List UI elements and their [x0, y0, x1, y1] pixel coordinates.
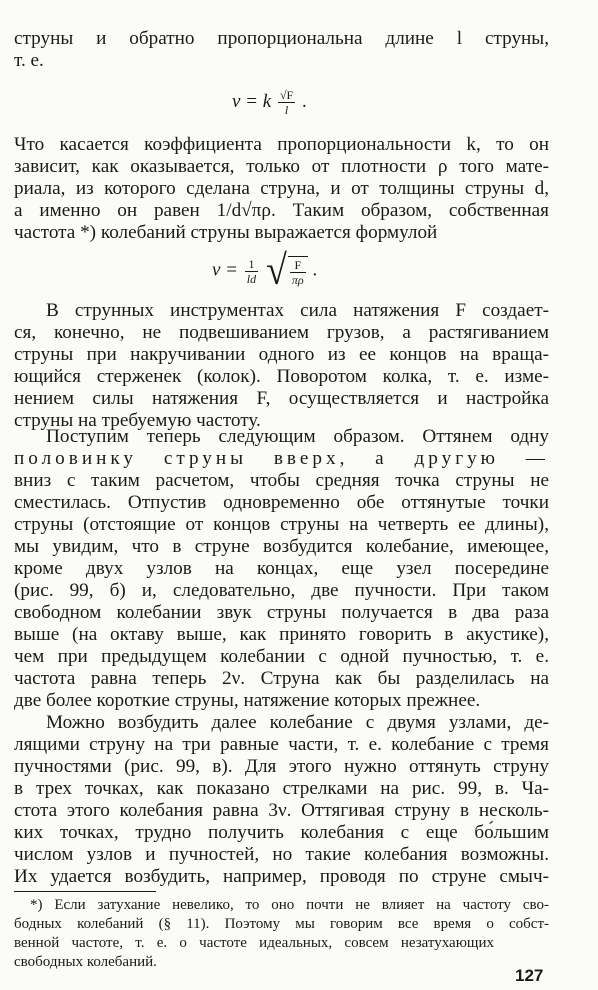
formula-numerator: √F [279, 88, 294, 102]
text-line: числом узлов и пучностей, но такие колебания возможны. [14, 844, 549, 865]
footnote-line: *) Если затухание невелико, то оно почти не влияет на частоту сво- [30, 897, 549, 913]
formula-period: . [312, 259, 318, 281]
formula-frequency-k [232, 88, 307, 117]
text-line: сместилась. Отпустив одновременно обе оттянутые точки [14, 492, 549, 513]
formula-frequency-full [212, 250, 317, 292]
text-line: Их удается возбудить, например, проводя по струне смыч- [14, 866, 549, 887]
footnote-line: свободных колебаний. [14, 954, 157, 970]
text-line: ющийся стерженек (колок). Поворотом колка, т. е. изме- [14, 366, 549, 387]
text-line: Поступим теперь следующим образом. Оттянем одну [46, 426, 549, 447]
text-line: мы увидим, что в струне возбудится колебание, имеющее, [14, 536, 549, 557]
text-line: т. е. [14, 50, 44, 71]
text-line: зависит, как оказывается, только от плотности ρ того мате- [14, 156, 549, 177]
text-line: струны на требуемую частоту. [14, 410, 261, 431]
text-line: вниз с таким расчетом, чтобы средняя точка струны не [14, 470, 549, 491]
footnote-line: бодных колебаний (§ 11). Поэтому мы говорим все время о собст- [14, 916, 549, 932]
text-line: чем при предыдущем колебании с одной пучностью, т. е. [14, 646, 549, 667]
text-line: струны (отстоящие от концов струны на четверть ее длины), [14, 514, 549, 535]
text-line: риала, из которого сделана струна, и от толщины струны d, [14, 178, 549, 199]
formula-fraction [278, 88, 295, 117]
formula-denominator: ld [246, 271, 257, 286]
text-line: ких точках, трудно получить колебания с еще бо́льшим [14, 822, 549, 843]
formula-fraction-1-ld [245, 257, 258, 286]
text-line: а именно он равен 1/d√πρ. Таким образом, собственная [14, 200, 549, 221]
sqrt-sign: √ [266, 248, 287, 294]
text-line: две более короткие струны, натяжение которых прежнее. [14, 690, 481, 711]
text-line: ся, конечно, не подвешиванием грузов, а растягиванием [14, 322, 549, 343]
text-line: половинку струны вверх, а другую — [14, 448, 549, 469]
formula-lhs: ν = [212, 259, 239, 281]
formula-numerator: F [290, 258, 306, 273]
text-line: пучностями (рис. 99, в). Для этого нужно оттянуть струну [14, 756, 549, 777]
formula-denominator: l [284, 103, 289, 117]
text-line: кроме двух узлов на концах, еще узел посередине [14, 558, 549, 579]
formula-period: . [301, 90, 307, 112]
text-line: струны при накручивании одного из ее концов на враща- [14, 344, 549, 365]
text-line: (рис. 99, б) и, следовательно, две пучности. При таком [14, 580, 549, 601]
text-line: струны и обратно пропорциональна длине l струны, [14, 28, 549, 49]
footnote-divider [14, 891, 156, 892]
text-line: частота равна теперь 2ν. Струна как бы разделилась на [14, 668, 549, 689]
text-line: в трех точках, как показано стрелками на рис. 99, в. Ча- [14, 778, 549, 799]
sqrt-radicand [288, 256, 308, 287]
formula-denominator: πρ [291, 272, 304, 287]
text-line: лящими струну на три равные части, т. е. колебание с тремя [14, 734, 549, 755]
formula-numerator: 1 [245, 257, 258, 272]
formula-lhs: ν = k [232, 90, 272, 112]
text-line: Можно возбудить далее колебание с двумя узлами, де- [46, 712, 549, 733]
text-line: частота *) колебаний струны выражается формулой [14, 222, 438, 243]
page-number: 127 [515, 966, 544, 985]
text-line: В струнных инструментах сила натяжения F создает- [46, 300, 549, 321]
text-line: стота этого колебания равна 3ν. Оттягивая струну в несколь- [14, 800, 549, 821]
text-line: выше (на октаву выше, как принято говорить в акустике), [14, 624, 549, 645]
text-line: Что касается коэффициента пропорциональности k, то он [14, 134, 549, 155]
footnote-line: венной частоте, т. е. о частоте идеальных, совсем незатухающих [14, 935, 494, 951]
text-line: свободном колебании звук струны получается в два раза [14, 602, 549, 623]
text-line: нением силы натяжения F, осуществляется и настройка [14, 388, 549, 409]
